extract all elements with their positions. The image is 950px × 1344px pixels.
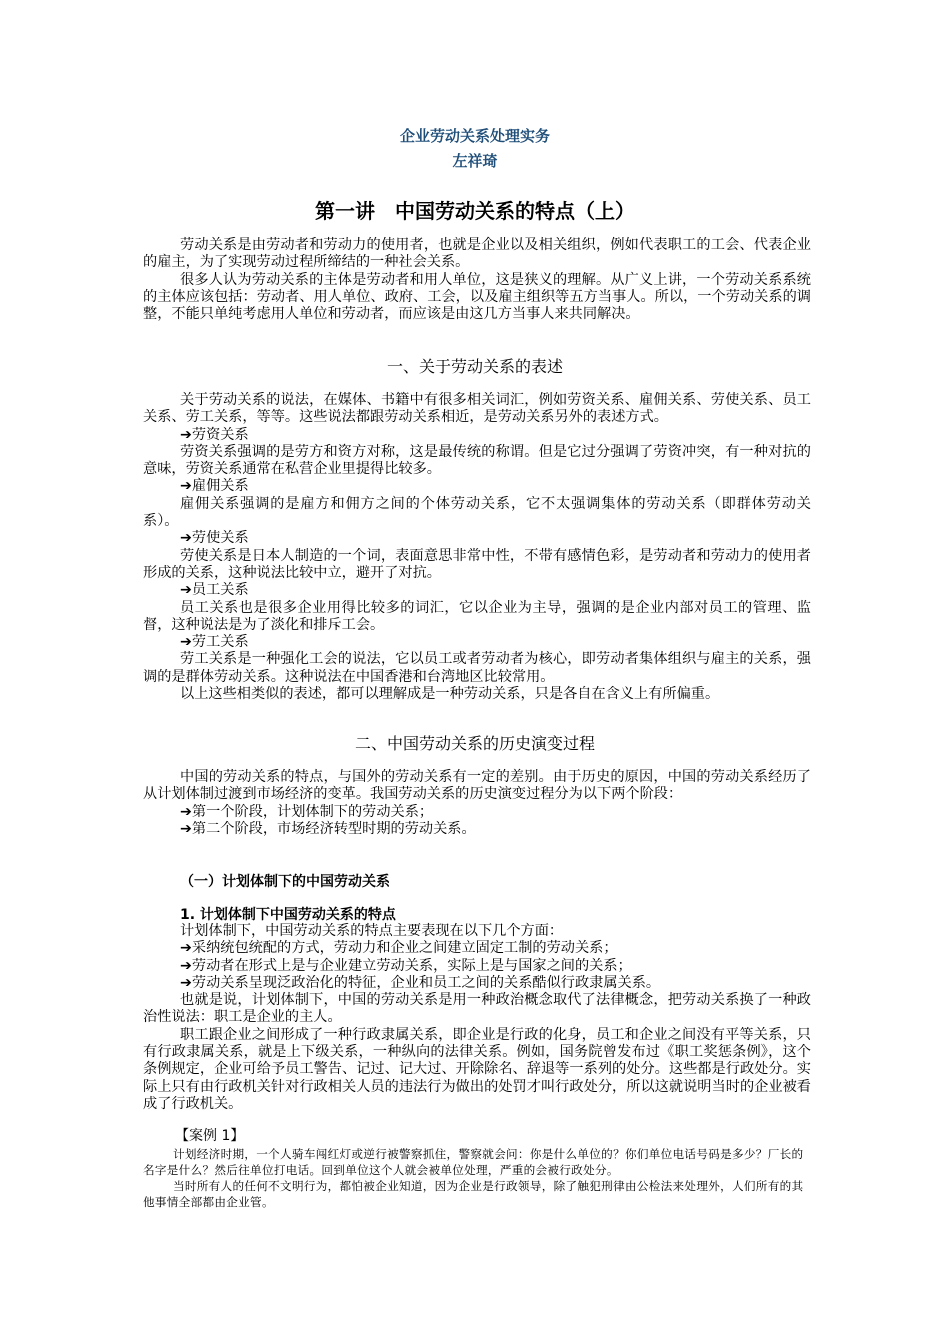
document-title: 企业劳动关系处理实务 <box>399 127 550 145</box>
paragraph: 劳工关系是一种强化工会的说法，它以员工或者劳动者为核心，即劳动者集体组织与雇主的关系，强调的是群体劳动关系。这种说法在中国香港和台湾地区比较常用。 <box>143 651 811 685</box>
paragraph: 以上这些相类似的表述，都可以理解成是一种劳动关系，只是各自在含义上有所偏重。 <box>180 686 720 703</box>
arrow-item: ➔劳动者在形式上是与企业建立劳动关系，实际上是与国家之间的关系； <box>180 957 632 974</box>
arrow-icon: ➔ <box>180 530 192 547</box>
arrow-item: ➔劳使关系 <box>180 530 249 547</box>
paragraph: 计划体制下，中国劳动关系的特点主要表现在以下几个方面： <box>180 923 564 939</box>
document-author: 左祥琦 <box>452 152 498 170</box>
paragraph: 职工跟企业之间形成了一种行政隶属关系，即企业是行政的化身，员工和企业之间没有平等关系，只有行政隶属关系，就是上下级关系，一种纵向的法律关系。例如，国务院曾发布过《职工奖惩条例》，这个条例规定，企业可给予员工警告、记过、记大过、开除除名、辞退等一系列的处分。这些都是行政处分。实际上只有由行政机关针对行政相关人员的违法行为做出的处罚才叫行政处分，所以这就说明当时的企业被看成了行政机关。 <box>143 1026 811 1112</box>
arrow-item: ➔雇佣关系 <box>180 478 249 495</box>
arrow-item: ➔采纳统包统配的方式，劳动力和企业之间建立固定工制的劳动关系； <box>180 940 618 957</box>
intro-block <box>143 237 811 323</box>
case-body <box>143 1146 811 1210</box>
arrow-icon: ➔ <box>180 974 192 991</box>
point-heading: 1. 计划体制下中国劳动关系的特点 <box>180 907 396 923</box>
paragraph: 劳资关系强调的是劳方和资方对称，这是最传统的称谓。但是它过分强调了劳资冲突，有一种对抗的意味，劳资关系通常在私营企业里提得比较多。 <box>143 443 811 478</box>
arrow-item: ➔劳工关系 <box>180 634 249 651</box>
paragraph: 雇佣关系强调的是雇方和佣方之间的个体劳动关系，它不太强调集体的劳动关系（即群体劳动关系）。 <box>143 495 811 530</box>
arrow-icon: ➔ <box>180 634 192 651</box>
section2-body <box>143 769 811 838</box>
arrow-item: ➔员工关系 <box>180 582 249 599</box>
arrow-item: ➔劳资关系 <box>180 426 249 443</box>
arrow-icon: ➔ <box>180 957 192 974</box>
arrow-item: ➔劳动关系呈现泛政治化的特征，企业和员工之间的关系酷似行政隶属关系。 <box>180 974 661 991</box>
paragraph: 劳使关系是日本人制造的一个词，表面意思非常中性，不带有感情色彩，是劳动者和劳动力的使用者形成的关系，这种说法比较中立，避开了对抗。 <box>143 547 811 581</box>
paragraph: 中国的劳动关系的特点，与国外的劳动关系有一定的差别。由于历史的原因，中国的劳动关系经历了从计划体制过渡到市场经济的变革。我国劳动关系的历史演变过程分为以下两个阶段： <box>143 769 811 803</box>
case-paragraph: 当时所有人的任何不文明行为，都怕被企业知道，因为企业是行政领导，除了触犯刑律由公检法来处理外，人们所有的其他事情全部都由企业管。 <box>143 1179 804 1209</box>
lecture-title: 第一讲 中国劳动关系的特点（上） <box>315 199 635 223</box>
section1-body <box>143 392 811 703</box>
arrow-icon: ➔ <box>180 426 192 443</box>
paragraph: 关于劳动关系的说法，在媒体、书籍中有很多相关词汇，例如劳资关系、雇佣关系、劳使关系、员工关系、劳工关系，等等。这些说法都跟劳动关系相近，是劳动关系另外的表述方式。 <box>143 392 811 426</box>
paragraph: 也就是说，计划体制下，中国的劳动关系是用一种政治概念取代了法律概念，把劳动关系换了一种政治性说法：职工是企业的主人。 <box>143 992 811 1026</box>
arrow-item: ➔第二个阶段，市场经济转型时期的劳动关系。 <box>180 820 476 837</box>
subsection-heading: （一）计划体制下的中国劳动关系 <box>180 874 390 890</box>
arrow-icon: ➔ <box>180 478 192 495</box>
case-paragraph: 计划经济时期，一个人骑车闯红灯或逆行被警察抓住，警察就会问：你是什么单位的？你们单位电话号码是多少？厂长的名字是什么？然后往单位打电话。回到单位这个人就会被单位处理，严重的会被行政处分。 <box>143 1147 804 1177</box>
arrow-icon: ➔ <box>180 820 192 837</box>
section-heading: 二、中国劳动关系的历史演变过程 <box>354 734 595 753</box>
arrow-icon: ➔ <box>180 803 192 820</box>
case-title: 【案例 1】 <box>175 1128 245 1144</box>
subsection1-body <box>143 923 811 1113</box>
arrow-item: ➔第一个阶段，计划体制下的劳动关系； <box>180 803 434 820</box>
intro-paragraph: 劳动关系是由劳动者和劳动力的使用者，也就是企业以及相关组织，例如代表职工的工会、代表企业的雇主，为了实现劳动过程所缔结的一种社会关系。 <box>143 237 811 271</box>
section-heading: 一、关于劳动关系的表述 <box>386 357 563 376</box>
intro-paragraph: 很多人认为劳动关系的主体是劳动者和用人单位，这是狭义的理解。从广义上讲，一个劳动关系系统的主体应该包括：劳动者、用人单位、政府、工会，以及雇主组织等五方当事人。所以，一个劳动关系的调整，不能只单纯考虑用人单位和劳动者，而应该是由这几方当事人来共同解决。 <box>143 271 811 323</box>
arrow-icon: ➔ <box>180 940 192 957</box>
paragraph: 员工关系也是很多企业用得比较多的词汇，它以企业为主导，强调的是企业内部对员工的管理、监督，这种说法是为了淡化和排斥工会。 <box>143 599 811 633</box>
arrow-icon: ➔ <box>180 582 192 599</box>
